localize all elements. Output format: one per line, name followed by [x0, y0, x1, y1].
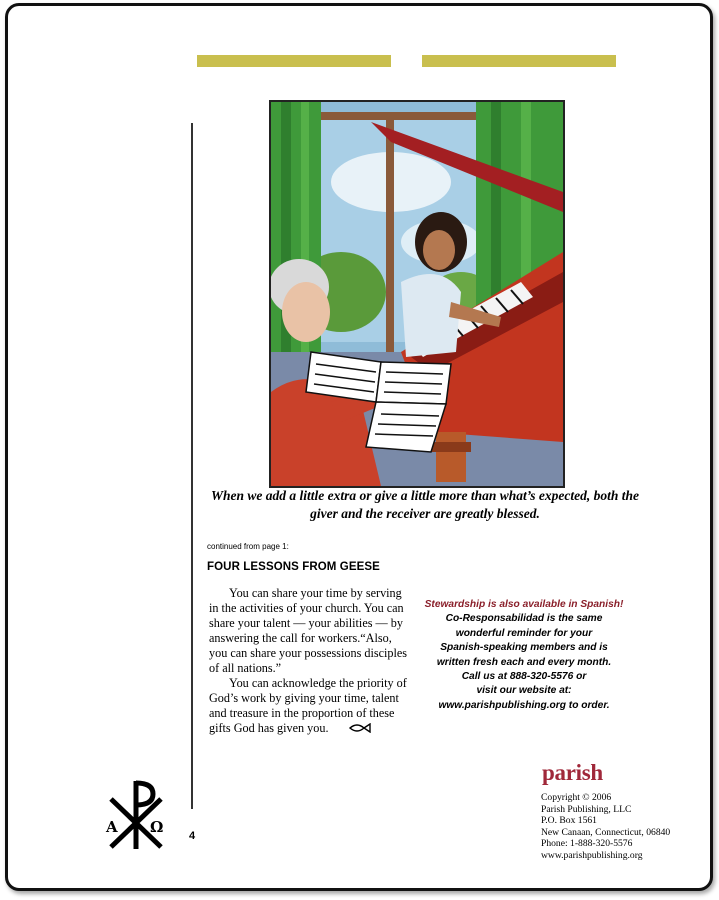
- spanish-line: visit our website at:: [476, 685, 572, 697]
- publisher-name: Parish Publishing, LLC: [541, 803, 632, 815]
- spanish-headline: Stewardship is also available in Spanish!: [424, 599, 624, 610]
- spanish-line: Spanish-speaking members and is: [440, 642, 608, 654]
- article-heading: FOUR LESSONS FROM GEESE: [207, 561, 380, 573]
- illustration-piano-scene: [269, 100, 565, 488]
- accent-bar-left: [197, 55, 391, 67]
- spanish-line: wonderful reminder for your: [455, 627, 593, 639]
- publisher-city: New Canaan, Connecticut, 06840: [541, 826, 671, 838]
- publisher-box: P.O. Box 1561: [541, 815, 597, 827]
- vertical-rule: [191, 123, 193, 809]
- spanish-website-line: www.parishpublishing.org to order.: [438, 699, 610, 711]
- continued-note: continued from page 1:: [207, 542, 289, 551]
- fish-icon: [329, 722, 371, 737]
- publisher-website: www.parishpublishing.org: [541, 849, 643, 861]
- article-body: [209, 586, 408, 737]
- spanish-edition-notice: [418, 598, 630, 713]
- svg-text:A: A: [106, 818, 118, 836]
- publisher-phone: Phone: 1-888-320-5576: [541, 838, 633, 850]
- spanish-line: Co-Responsabilidad is the same: [445, 613, 603, 625]
- parish-logo: parish: [542, 760, 603, 785]
- publisher-info: [541, 792, 670, 862]
- article-paragraph-2: [209, 676, 408, 737]
- spanish-line: written fresh each and every month.: [436, 656, 612, 668]
- spanish-line: Call us at 888-320-5576 or: [461, 671, 587, 683]
- article-paragraph-1: You can share your time by serving in the activities of your church. You can share your talent — your abilities — by answering the call for workers.“Also, you can share your possessions disciples of all nations.”: [209, 586, 408, 675]
- piano-scene-image: [271, 102, 563, 486]
- copyright-line: Copyright © 2006: [541, 792, 612, 803]
- illustration-caption: When we add a little extra or give a little more than what’s expected, both the giver and the receiver are greatly blessed.: [211, 488, 639, 521]
- chi-rho-alpha-omega-icon: [103, 777, 169, 853]
- svg-text:Ω: Ω: [150, 818, 164, 836]
- article-paragraph-2-text: You can acknowledge the priority of God’s work by giving your time, talent and treasure in the proportion of these gifts God has given you.: [209, 676, 407, 735]
- page-number: 4: [189, 830, 196, 842]
- accent-bar-right: [422, 55, 616, 67]
